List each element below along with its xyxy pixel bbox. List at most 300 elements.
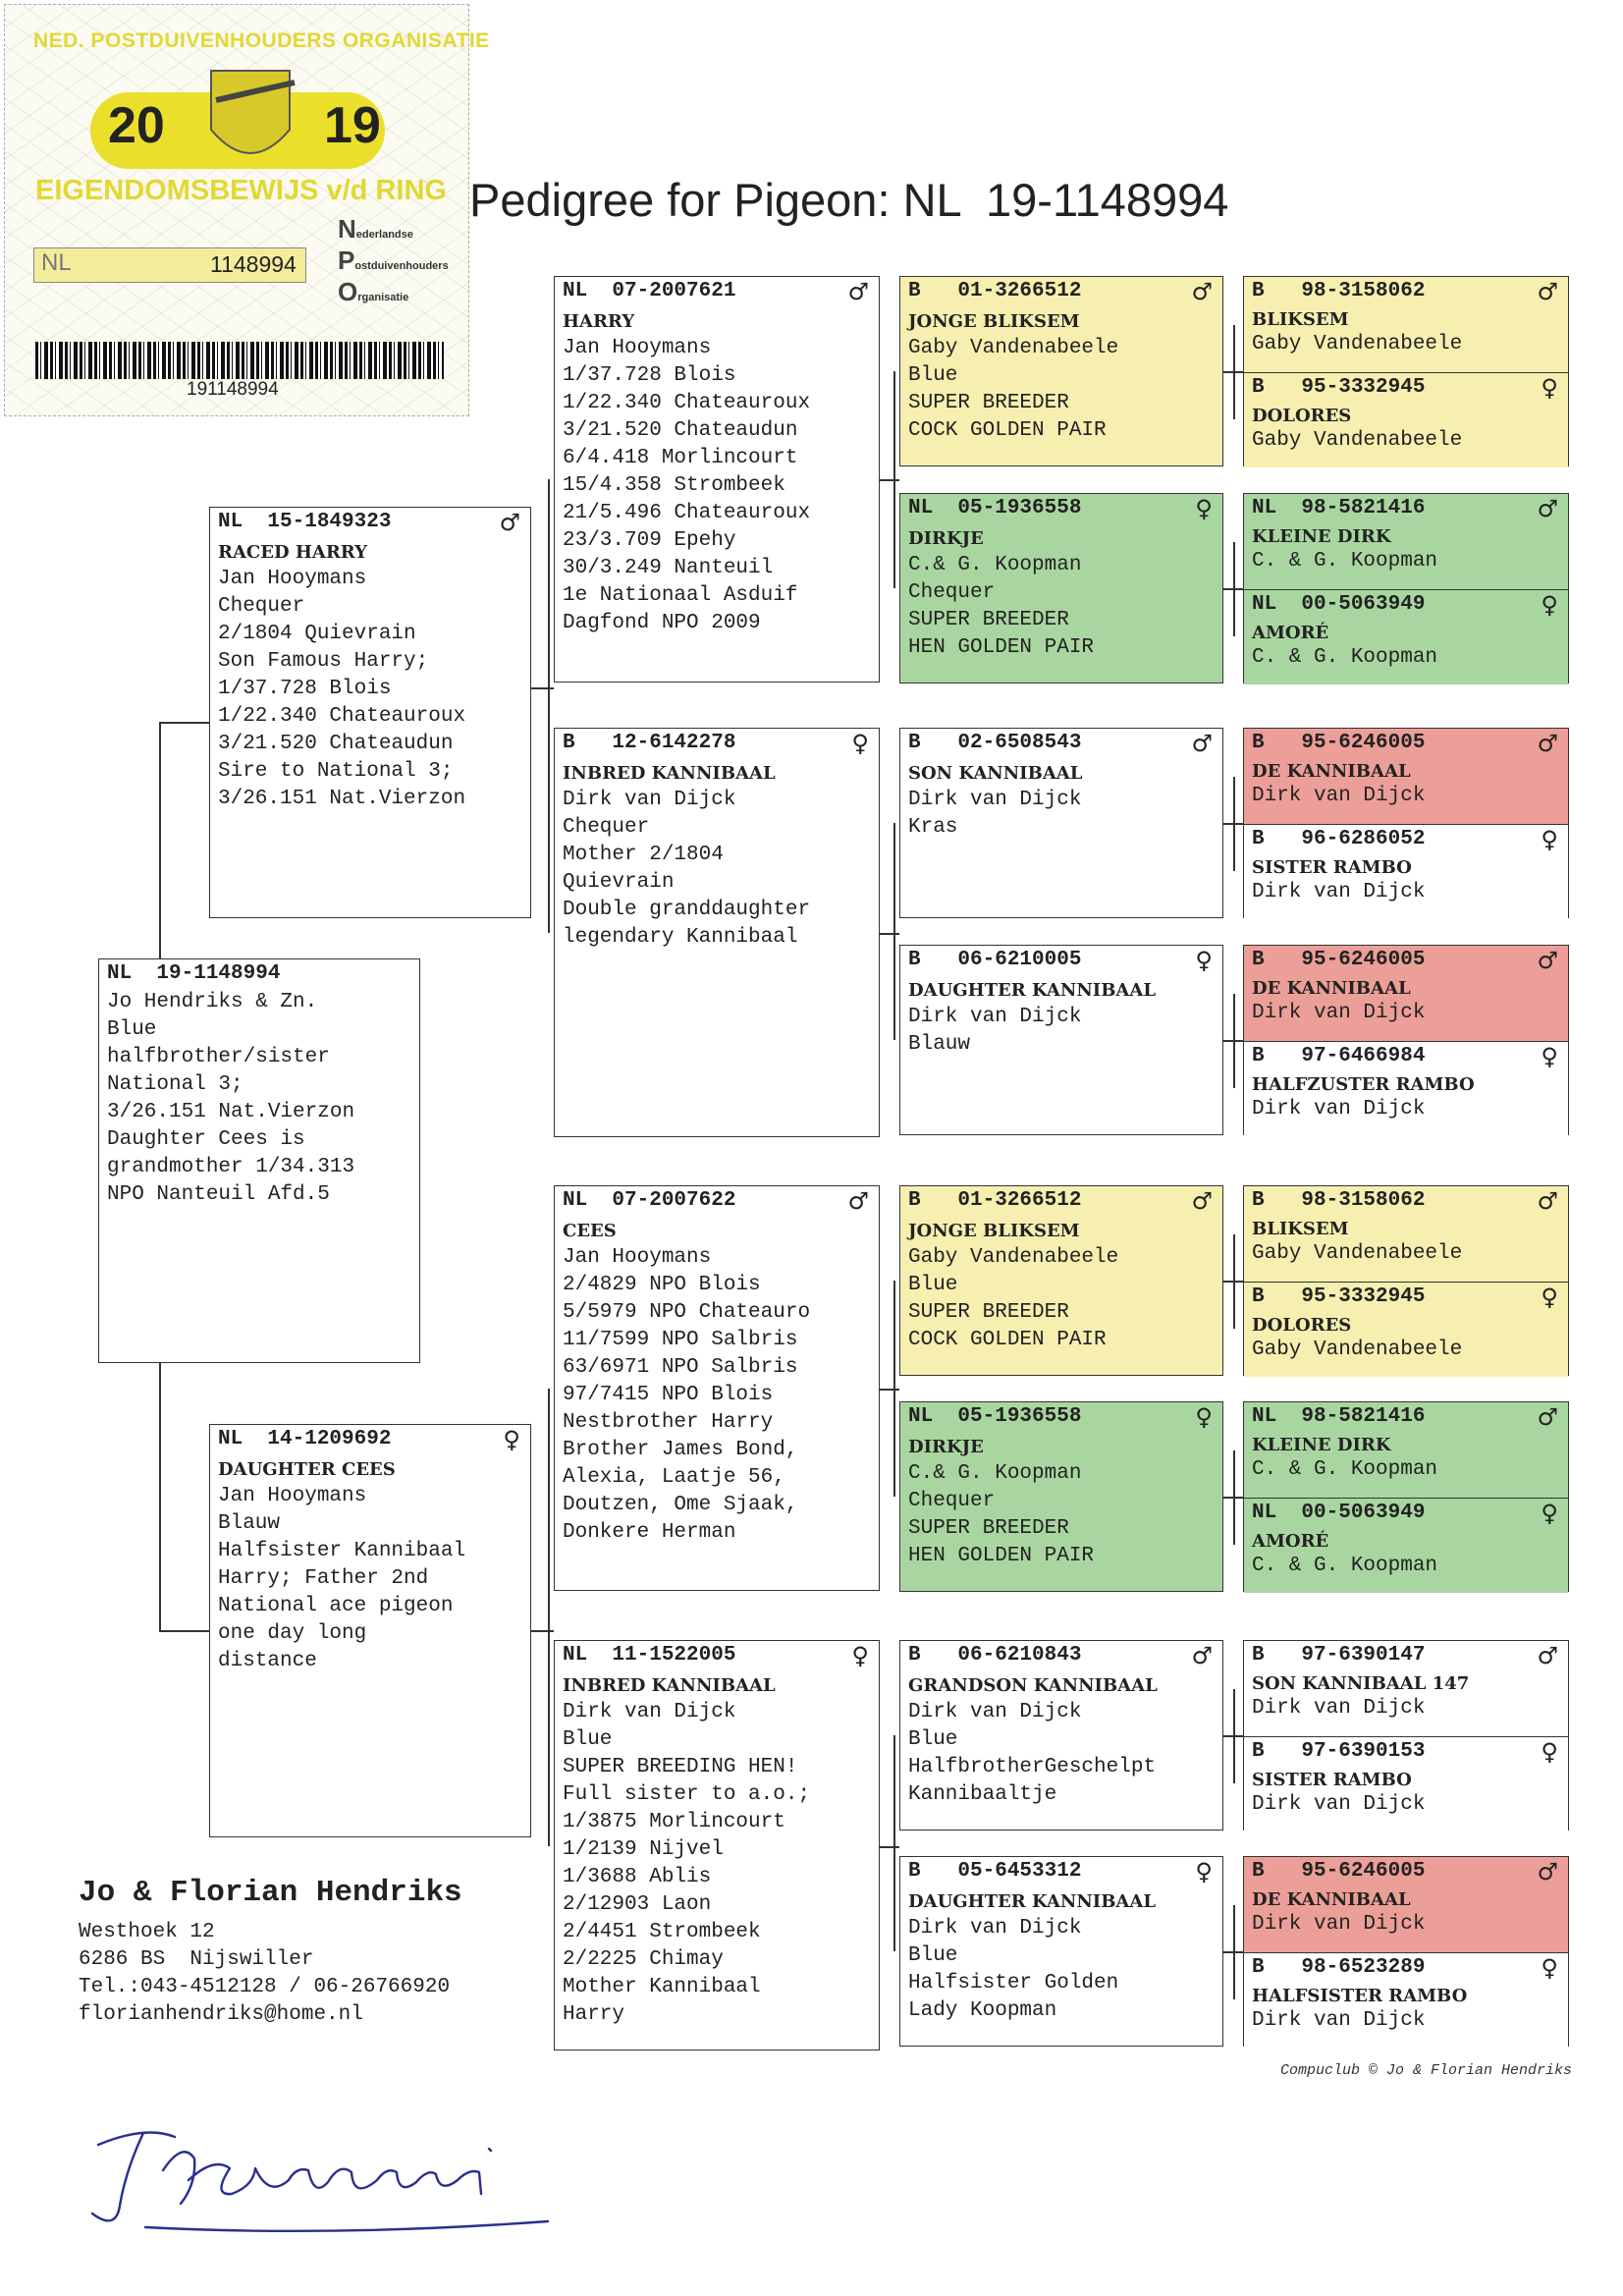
subject-line: grandmother 1/34.313 <box>107 1156 355 1178</box>
connector-line <box>880 1389 899 1391</box>
ring-number-text: NL 98-5821416 <box>1252 1405 1426 1428</box>
ancestor-pair-box <box>1243 1856 1569 2047</box>
ring-card-ring-no: 1148994 <box>210 251 297 277</box>
dam-line: distance <box>218 1650 317 1672</box>
dam-line: Halfsister Kannibaal <box>218 1540 466 1562</box>
pigeon-name: BLIKSEM <box>1252 1219 1349 1239</box>
detail-line: Dirk van Dijck <box>908 1006 1082 1028</box>
detail-line: Lady Koopman <box>908 1999 1057 2022</box>
female-icon: ♀ <box>1195 1858 1213 1886</box>
pigeon-name: KLEINE DIRK <box>1252 526 1391 547</box>
detail-line: 21/5.496 Chateauroux <box>563 502 811 524</box>
ring-number <box>1244 590 1568 620</box>
male-icon: ♂ <box>499 509 520 536</box>
detail-line: 1/3875 Morlincourt <box>563 1811 785 1833</box>
ring-number-text: NL 00-5063949 <box>1252 593 1426 616</box>
ring-number <box>1244 1042 1568 1071</box>
ring-number <box>1244 1186 1568 1216</box>
detail-line: Dirk van Dijck <box>563 1701 736 1723</box>
male-icon: ♂ <box>1537 1858 1558 1886</box>
npo-logo <box>338 214 449 308</box>
ring-number <box>1244 1641 1568 1670</box>
connector-line <box>1223 823 1243 825</box>
detail-line: Dirk van Dijck <box>908 789 1082 811</box>
ring-number <box>900 1641 1222 1670</box>
ring-number <box>900 494 1222 523</box>
pigeon-name: AMORÉ <box>1252 623 1329 643</box>
ring-number <box>1244 946 1568 975</box>
great-grandparent-box <box>899 1856 1223 2047</box>
ring-number-text: B 95-6246005 <box>1252 1860 1426 1883</box>
male-icon: ♂ <box>1537 730 1558 757</box>
ancestor-pair-box <box>1243 276 1569 466</box>
ring-number-text: B 01-3266512 <box>908 280 1082 302</box>
detail-line: Dirk van Dijck <box>908 1701 1082 1723</box>
grandparent-box <box>554 1640 880 2050</box>
barcode <box>35 342 444 379</box>
pigeon-name: SON KANNIBAAL 147 <box>1252 1673 1470 1694</box>
male-icon: ♂ <box>1537 495 1558 522</box>
connector-line <box>893 823 895 1040</box>
ring-number <box>555 729 879 758</box>
dam-line: one day long <box>218 1622 367 1645</box>
ancestor-entry <box>1244 1857 1568 1952</box>
detail-line: Kras <box>908 816 958 839</box>
grandparent-box <box>554 1185 880 1591</box>
signature <box>86 2111 597 2239</box>
detail-line: Dirk van Dijck <box>908 1917 1082 1940</box>
sire-line: Jan Hooymans <box>218 568 367 590</box>
great-grandparent-box <box>899 1185 1223 1376</box>
breeder-name: Jo & Florian Hendriks <box>79 1876 462 1910</box>
ring-number-text: B 98-3158062 <box>1252 1189 1426 1212</box>
pigeon-name: SON KANNIBAAL <box>908 763 1083 784</box>
ancestor-entry <box>1244 729 1568 824</box>
detail-line: 1/2139 Nijvel <box>563 1838 724 1861</box>
detail-line: Full sister to a.o.; <box>563 1783 811 1806</box>
owner-line: Dirk van Dijck <box>1252 2009 1426 2032</box>
connector-line <box>531 687 554 689</box>
detail-line: Gaby Vandenabeele <box>908 337 1119 359</box>
female-icon: ♀ <box>1541 1738 1558 1766</box>
detail-line: 30/3.249 Nanteuil <box>563 557 774 579</box>
female-icon: ♀ <box>1195 495 1213 522</box>
subject-details <box>99 989 419 1209</box>
detail-line: Chequer <box>908 1490 996 1512</box>
connector-line <box>1223 1497 1243 1499</box>
breeder-address: Westhoek 12 <box>79 1921 215 1943</box>
detail-line: Quievrain <box>563 871 675 894</box>
sire-line: Son Famous Harry; <box>218 650 429 673</box>
ancestor-pair-box <box>1243 1401 1569 1592</box>
ancestor-entry <box>1244 1641 1568 1736</box>
detail-line: Jan Hooymans <box>563 1246 712 1269</box>
detail-line: HEN GOLDEN PAIR <box>908 636 1095 659</box>
connector-line <box>880 1846 899 1848</box>
detail-line: Blue <box>908 1944 958 1967</box>
detail-line: Blauw <box>908 1033 971 1056</box>
ring-number <box>900 1186 1222 1216</box>
ring-number <box>1244 1953 1568 1983</box>
connector-line <box>1223 1951 1243 1953</box>
ancestor-pair-box <box>1243 728 1569 918</box>
pigeon-name: INBRED KANNIBAAL <box>563 1675 776 1696</box>
pigeon-name: DE KANNIBAAL <box>1252 1889 1411 1910</box>
ring-number <box>900 1402 1222 1432</box>
ring-number-text: B 05-6453312 <box>908 1860 1082 1883</box>
female-icon: ♀ <box>1195 1403 1213 1431</box>
ring-number-text: B 06-6210843 <box>908 1644 1082 1667</box>
male-icon: ♂ <box>1191 278 1213 305</box>
ring-number-text: B 12-6142278 <box>563 732 736 754</box>
connector-line <box>1223 1735 1243 1737</box>
subject-ring-number: NL 19-1148994 <box>107 962 281 985</box>
ring-number <box>1244 1283 1568 1312</box>
dam-line: Blauw <box>218 1512 281 1535</box>
breeder-email[interactable]: florianhendriks@home.nl <box>79 2003 363 2026</box>
ring-number-text: B 02-6508543 <box>908 732 1082 754</box>
detail-line: Blue <box>908 364 958 387</box>
ring-number <box>1244 494 1568 523</box>
dam-ring-text: NL 14-1209692 <box>218 1428 392 1450</box>
ancestor-entry <box>1244 1736 1568 1831</box>
ring-number-text: B 01-3266512 <box>908 1189 1082 1212</box>
ring-card-year-left: 20 <box>108 97 165 154</box>
connector-line <box>548 479 550 933</box>
owner-line: C. & G. Koopman <box>1252 1458 1438 1481</box>
sire-line: Sire to National 3; <box>218 760 454 783</box>
ring-number-text: NL 98-5821416 <box>1252 497 1426 519</box>
ancestor-entry <box>1244 1402 1568 1498</box>
ring-number <box>900 1857 1222 1886</box>
owner-line: Dirk van Dijck <box>1252 1002 1426 1024</box>
dam-box <box>209 1424 531 1837</box>
great-grandparent-box <box>899 728 1223 918</box>
connector-line <box>1223 371 1243 373</box>
detail-line: Dagfond NPO 2009 <box>563 612 761 634</box>
great-grandparent-box <box>899 276 1223 466</box>
ancestor-pair-box <box>1243 1640 1569 1831</box>
connector-line <box>159 722 161 958</box>
male-icon: ♂ <box>1191 1187 1213 1215</box>
ancestor-entry <box>1244 589 1568 684</box>
detail-line: legendary Kannibaal <box>563 926 798 949</box>
detail-line: Blue <box>908 1274 958 1296</box>
grandparent-box <box>554 276 880 683</box>
detail-line: HalfbrotherGeschelpt <box>908 1756 1157 1778</box>
subject-line: Jo Hendriks & Zn. <box>107 991 318 1013</box>
detail-line: C.& G. Koopman <box>908 1462 1082 1485</box>
ring-number <box>555 277 879 306</box>
ring-number <box>900 277 1222 306</box>
pigeon-name: KLEINE DIRK <box>1252 1435 1391 1455</box>
pigeon-name: HALFSISTER RAMBO <box>1252 1986 1468 2006</box>
npo-letter-p: P <box>338 246 355 275</box>
ring-number <box>900 729 1222 758</box>
great-grandparent-box <box>899 1401 1223 1592</box>
owner-line: Dirk van Dijck <box>1252 1697 1426 1720</box>
npo-letter-o: O <box>338 277 358 306</box>
detail-line: C.& G. Koopman <box>908 554 1082 576</box>
ancestor-entry <box>1244 824 1568 919</box>
dam-line: Jan Hooymans <box>218 1485 367 1507</box>
detail-line: Chequer <box>908 581 996 604</box>
detail-line: 2/4451 Strombeek <box>563 1921 761 1943</box>
detail-line: COCK GOLDEN PAIR <box>908 1329 1107 1351</box>
pigeon-name: SISTER RAMBO <box>1252 857 1412 878</box>
lion-emblem-icon <box>196 61 304 179</box>
connector-line <box>548 1389 550 1846</box>
detail-line: 15/4.358 Strombeek <box>563 474 785 497</box>
ring-number-text: B 96-6286052 <box>1252 828 1426 850</box>
ancestor-pair-box <box>1243 493 1569 683</box>
sire-line: 1/22.340 Chateauroux <box>218 705 466 728</box>
connector-line <box>159 722 209 724</box>
ring-number-text: B 97-6390147 <box>1252 1644 1426 1667</box>
detail-line: Kannibaaltje <box>908 1783 1057 1806</box>
owner-line: Dirk van Dijck <box>1252 1913 1426 1936</box>
barcode-number: 191148994 <box>187 379 279 400</box>
ring-number <box>1244 277 1568 306</box>
female-icon: ♀ <box>851 730 869 757</box>
sire-line: 3/21.520 Chateaudun <box>218 733 454 755</box>
ring-card <box>0 0 490 422</box>
subject-line: National 3; <box>107 1073 243 1096</box>
pigeon-name: BLIKSEM <box>1252 309 1349 330</box>
detail-line: 5/5979 NPO Chateauro <box>563 1301 811 1324</box>
female-icon: ♀ <box>1541 374 1558 402</box>
ring-number <box>1244 1499 1568 1528</box>
ring-number-text: NL 05-1936558 <box>908 497 1082 519</box>
npo-line-1: ederlandse <box>355 229 413 241</box>
dam-line: National ace pigeon <box>218 1595 454 1617</box>
detail-line: 11/7599 NPO Salbris <box>563 1329 798 1351</box>
subject-line: Blue <box>107 1018 157 1041</box>
great-grandparent-box <box>899 493 1223 683</box>
connector-line <box>880 933 899 935</box>
female-icon: ♀ <box>1541 1043 1558 1070</box>
dam-line: Harry; Father 2nd <box>218 1567 429 1590</box>
footer-credit: Compuclub © Jo & Florian Hendriks <box>1279 2062 1572 2079</box>
ring-number <box>1244 825 1568 854</box>
pigeon-name: DOLORES <box>1252 406 1352 426</box>
detail-line: Dirk van Dijck <box>563 789 736 811</box>
detail-line: Blue <box>563 1728 613 1751</box>
detail-line: 2/2225 Chimay <box>563 1948 724 1971</box>
owner-line: Dirk van Dijck <box>1252 1793 1426 1816</box>
sire-details <box>210 566 530 813</box>
breeder-phone: Tel.:043-4512128 / 06-26766920 <box>79 1976 451 1998</box>
detail-line: 23/3.709 Epehy <box>563 529 736 552</box>
connector-line <box>1223 1040 1243 1042</box>
detail-line: SUPER BREEDER <box>908 1301 1069 1324</box>
male-icon: ♂ <box>1191 1642 1213 1669</box>
ring-number-text: B 98-6523289 <box>1252 1956 1426 1979</box>
ring-number-text: B 97-6390153 <box>1252 1740 1426 1763</box>
detail-line: Donkere Herman <box>563 1521 736 1544</box>
owner-line: Dirk van Dijck <box>1252 1098 1426 1121</box>
detail-line: 1/22.340 Chateauroux <box>563 392 811 414</box>
ancestor-entry <box>1244 1498 1568 1593</box>
pigeon-name: JONGE BLIKSEM <box>908 1221 1080 1241</box>
detail-line: Harry <box>563 2003 625 2026</box>
male-icon: ♂ <box>847 1187 869 1215</box>
detail-line: Blue <box>908 1728 958 1751</box>
ring-number <box>1244 729 1568 758</box>
ring-number <box>1244 1402 1568 1432</box>
detail-line: HEN GOLDEN PAIR <box>908 1545 1095 1567</box>
female-icon: ♀ <box>1541 591 1558 619</box>
owner-line: Gaby Vandenabeele <box>1252 1339 1463 1361</box>
female-icon: ♀ <box>503 1426 520 1453</box>
detail-line: SUPER BREEDER <box>908 1517 1069 1540</box>
female-icon: ♀ <box>1541 1284 1558 1311</box>
male-icon: ♂ <box>1537 278 1558 305</box>
subject-line: halfbrother/sister <box>107 1046 330 1068</box>
subject-line: 3/26.151 Nat.Vierzon <box>107 1101 355 1123</box>
detail-line: 63/6971 NPO Salbris <box>563 1356 798 1379</box>
npo-letter-n: N <box>338 214 356 244</box>
ancestor-entry <box>1244 1041 1568 1136</box>
detail-line: Jan Hooymans <box>563 337 712 359</box>
detail-line: Mother Kannibaal <box>563 1976 761 1998</box>
detail-line: 1/3688 Ablis <box>563 1866 712 1888</box>
female-icon: ♀ <box>1195 947 1213 974</box>
pigeon-name: DIRKJE <box>908 528 984 549</box>
ring-number <box>555 1641 879 1670</box>
npo-line-2: ostduivenhouders <box>354 260 449 272</box>
ring-number <box>1244 1857 1568 1886</box>
pigeon-name: DIRKJE <box>908 1437 984 1457</box>
owner-line: C. & G. Koopman <box>1252 550 1438 573</box>
connector-line <box>1223 1281 1243 1283</box>
female-icon: ♀ <box>1541 1954 1558 1982</box>
sire-name: RACED HARRY <box>218 542 368 563</box>
ancestor-entry <box>1244 1282 1568 1377</box>
sire-line: Chequer <box>218 595 305 618</box>
detail-line: Brother James Bond, <box>563 1439 798 1461</box>
owner-line: Gaby Vandenabeele <box>1252 1242 1463 1265</box>
grandparent-box <box>554 728 880 1137</box>
female-icon: ♀ <box>1541 1500 1558 1527</box>
ancestor-pair-box <box>1243 945 1569 1135</box>
owner-line: Dirk van Dijck <box>1252 881 1426 903</box>
ancestor-entry <box>1244 372 1568 467</box>
male-icon: ♂ <box>847 278 869 305</box>
ancestor-entry <box>1244 1952 1568 2048</box>
ancestor-entry <box>1244 1186 1568 1282</box>
pigeon-name: HALFZUSTER RAMBO <box>1252 1074 1475 1095</box>
pigeon-name: HARRY <box>563 311 635 332</box>
owner-line: C. & G. Koopman <box>1252 646 1438 669</box>
owner-line: C. & G. Koopman <box>1252 1555 1438 1577</box>
detail-line: 6/4.418 Morlincourt <box>563 447 798 469</box>
ring-card-year-right: 19 <box>324 97 381 154</box>
male-icon: ♂ <box>1537 1187 1558 1215</box>
detail-line: SUPER BREEDING HEN! <box>563 1756 798 1778</box>
owner-line: Gaby Vandenabeele <box>1252 429 1463 452</box>
subject-pigeon-box <box>98 958 420 1363</box>
detail-line: 2/12903 Laon <box>563 1893 712 1916</box>
sire-box <box>209 507 531 918</box>
sire-ring-text: NL 15-1849323 <box>218 511 392 533</box>
great-grandparent-box <box>899 945 1223 1135</box>
connector-line <box>893 1735 895 1951</box>
pigeon-name: DAUGHTER KANNIBAAL <box>908 980 1156 1001</box>
subject-line: NPO Nanteuil Afd.5 <box>107 1183 330 1206</box>
pigeon-name: DE KANNIBAAL <box>1252 761 1411 782</box>
detail-line: Mother 2/1804 <box>563 844 724 866</box>
owner-line: Gaby Vandenabeele <box>1252 333 1463 355</box>
ring-number-text: B 95-6246005 <box>1252 732 1426 754</box>
pigeon-name: DOLORES <box>1252 1315 1352 1336</box>
ring-number-text: NL 11-1522005 <box>563 1644 736 1667</box>
detail-line: Halfsister Golden <box>908 1972 1119 1995</box>
connector-line <box>159 1630 209 1632</box>
detail-line: 97/7415 NPO Blois <box>563 1384 774 1406</box>
ancestor-entry <box>1244 277 1568 372</box>
owner-line: Dirk van Dijck <box>1252 785 1426 807</box>
detail-line: COCK GOLDEN PAIR <box>908 419 1107 442</box>
male-icon: ♂ <box>1537 1642 1558 1669</box>
male-icon: ♂ <box>1191 730 1213 757</box>
ring-number-text: NL 07-2007621 <box>563 280 736 302</box>
sire-ring-number <box>210 508 530 537</box>
pigeon-name: DAUGHTER KANNIBAAL <box>908 1891 1156 1912</box>
npo-line-3: rganisatie <box>357 292 409 303</box>
ring-number-text: B 97-6466984 <box>1252 1045 1426 1067</box>
detail-line: 3/21.520 Chateaudun <box>563 419 798 442</box>
ring-number-text: NL 05-1936558 <box>908 1405 1082 1428</box>
detail-line: Chequer <box>563 816 650 839</box>
ring-number-text: B 95-3332945 <box>1252 1285 1426 1308</box>
detail-line: Double granddaughter <box>563 899 811 921</box>
ring-number-text: B 06-6210005 <box>908 949 1082 971</box>
pigeon-name: SISTER RAMBO <box>1252 1770 1412 1790</box>
ring-card-country: NL <box>41 249 72 276</box>
detail-line: 1/37.728 Blois <box>563 364 736 387</box>
subject-line: Daughter Cees is <box>107 1128 305 1151</box>
detail-line: Alexia, Laatje 56, <box>563 1466 785 1489</box>
pigeon-name: JONGE BLIKSEM <box>908 311 1080 332</box>
ancestor-entry <box>1244 494 1568 589</box>
detail-line: Nestbrother Harry <box>563 1411 774 1434</box>
detail-line: 1e Nationaal Asduif <box>563 584 798 607</box>
dam-details <box>210 1483 530 1675</box>
female-icon: ♀ <box>851 1642 869 1669</box>
dam-name: DAUGHTER CEES <box>218 1459 396 1480</box>
page-title: Pedigree for Pigeon: NL 19-1148994 <box>469 174 1229 226</box>
pigeon-name: DE KANNIBAAL <box>1252 978 1411 999</box>
ring-card-heading: EIGENDOMSBEWIJS v/d RING <box>35 175 447 206</box>
female-icon: ♀ <box>1541 826 1558 853</box>
pigeon-name: INBRED KANNIBAAL <box>563 763 776 784</box>
detail-line: 2/4829 NPO Blois <box>563 1274 761 1296</box>
male-icon: ♂ <box>1537 947 1558 974</box>
pigeon-name: CEES <box>563 1221 617 1241</box>
ancestor-pair-box <box>1243 1185 1569 1376</box>
connector-line <box>880 479 899 481</box>
male-icon: ♂ <box>1537 1403 1558 1431</box>
dam-ring-number <box>210 1425 530 1454</box>
connector-line <box>159 1363 161 1630</box>
ring-number-text: NL 07-2007622 <box>563 1189 736 1212</box>
connector-line <box>1223 588 1243 590</box>
ring-card-org: NED. POSTDUIVENHOUDERS ORGANISATIE <box>33 29 490 52</box>
ring-number-text: B 98-3158062 <box>1252 280 1426 302</box>
sire-line: 2/1804 Quievrain <box>218 623 416 645</box>
ring-number-text: B 95-6246005 <box>1252 949 1426 971</box>
